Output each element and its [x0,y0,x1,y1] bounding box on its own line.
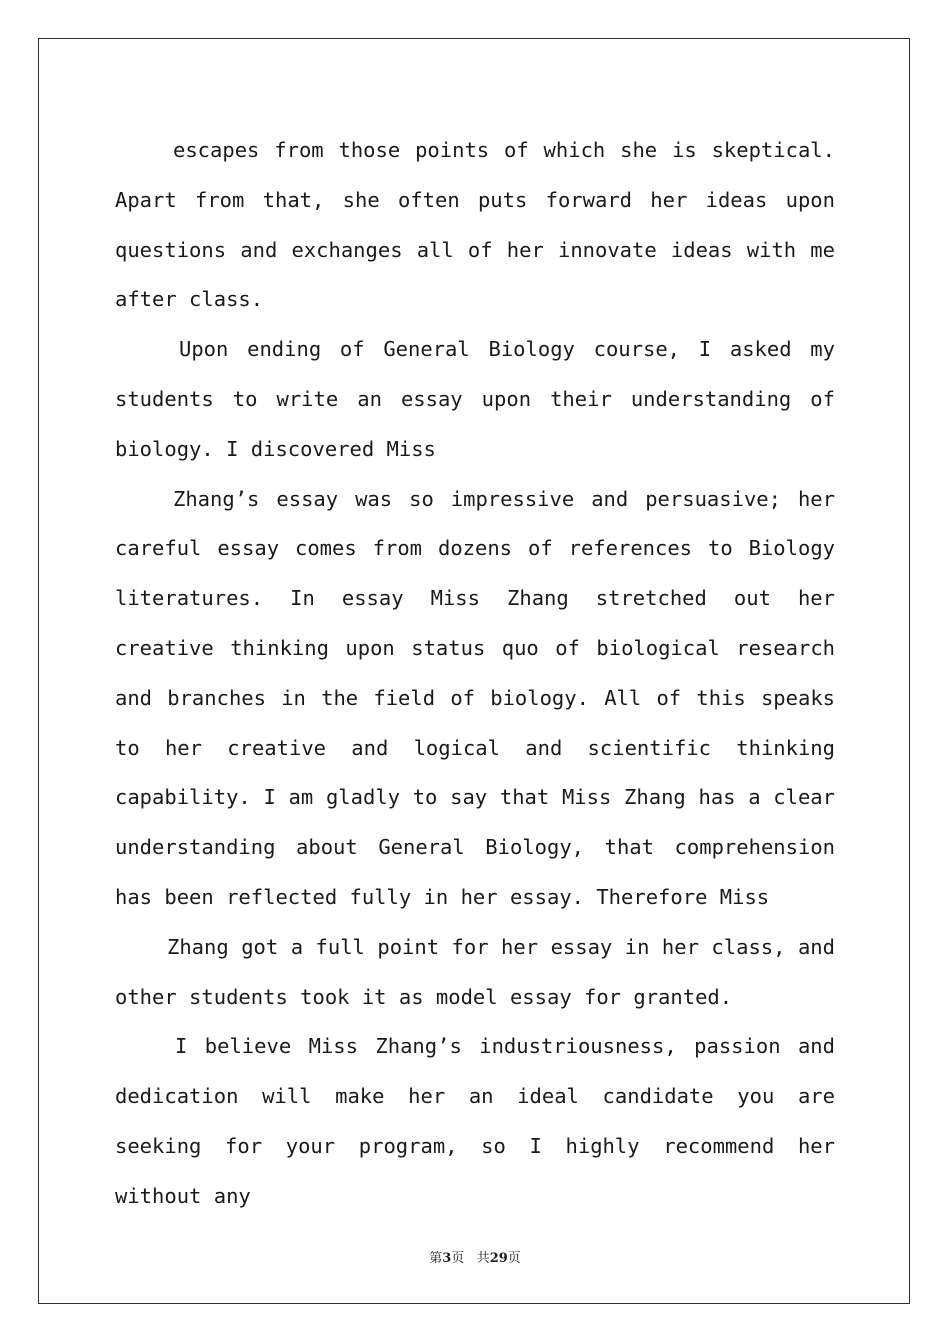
total-pages: 29 [489,1251,508,1266]
page-prefix: 第 [429,1251,443,1266]
page-number: 3 [442,1251,452,1266]
paragraph: Upon ending of General Biology course, I asked my students to write an essay upon their understanding of biology. I discovered Miss [115,337,835,461]
paragraph: escapes from those points of which she is skeptical. Apart from that, she often puts forward her ideas upon questions and exchanges all of her innovate ideas with me after class. [115,138,835,312]
page-suffix: 页 [451,1251,465,1266]
total-suffix: 页 [507,1251,521,1266]
document-body [115,126,835,1222]
paragraph: I believe Miss Zhang’s industriousness, passion and dedication will make her an ideal candidate you are seeking for your program, so I highly recommend her without any [115,1034,835,1208]
paragraph: Zhang got a full point for her essay in her class, and other students took it as model essay for granted. [115,934,835,1009]
total-prefix: 共 [476,1251,490,1266]
paragraph: Zhang’s essay was so impressive and persuasive; her careful essay comes from dozens of references to Biology literatures. In essay Miss Zhang stretched out her creative thinking upon status quo of biological research and branches in the field of biology. All of this speaks to her creative and logical and scientific thinking capability. I am gladly to say that Miss Zhang has a clear understanding about General Biology, that comprehension has been reflected fully in her essay. Therefore Miss [115,486,835,909]
page-footer [0,1247,950,1266]
